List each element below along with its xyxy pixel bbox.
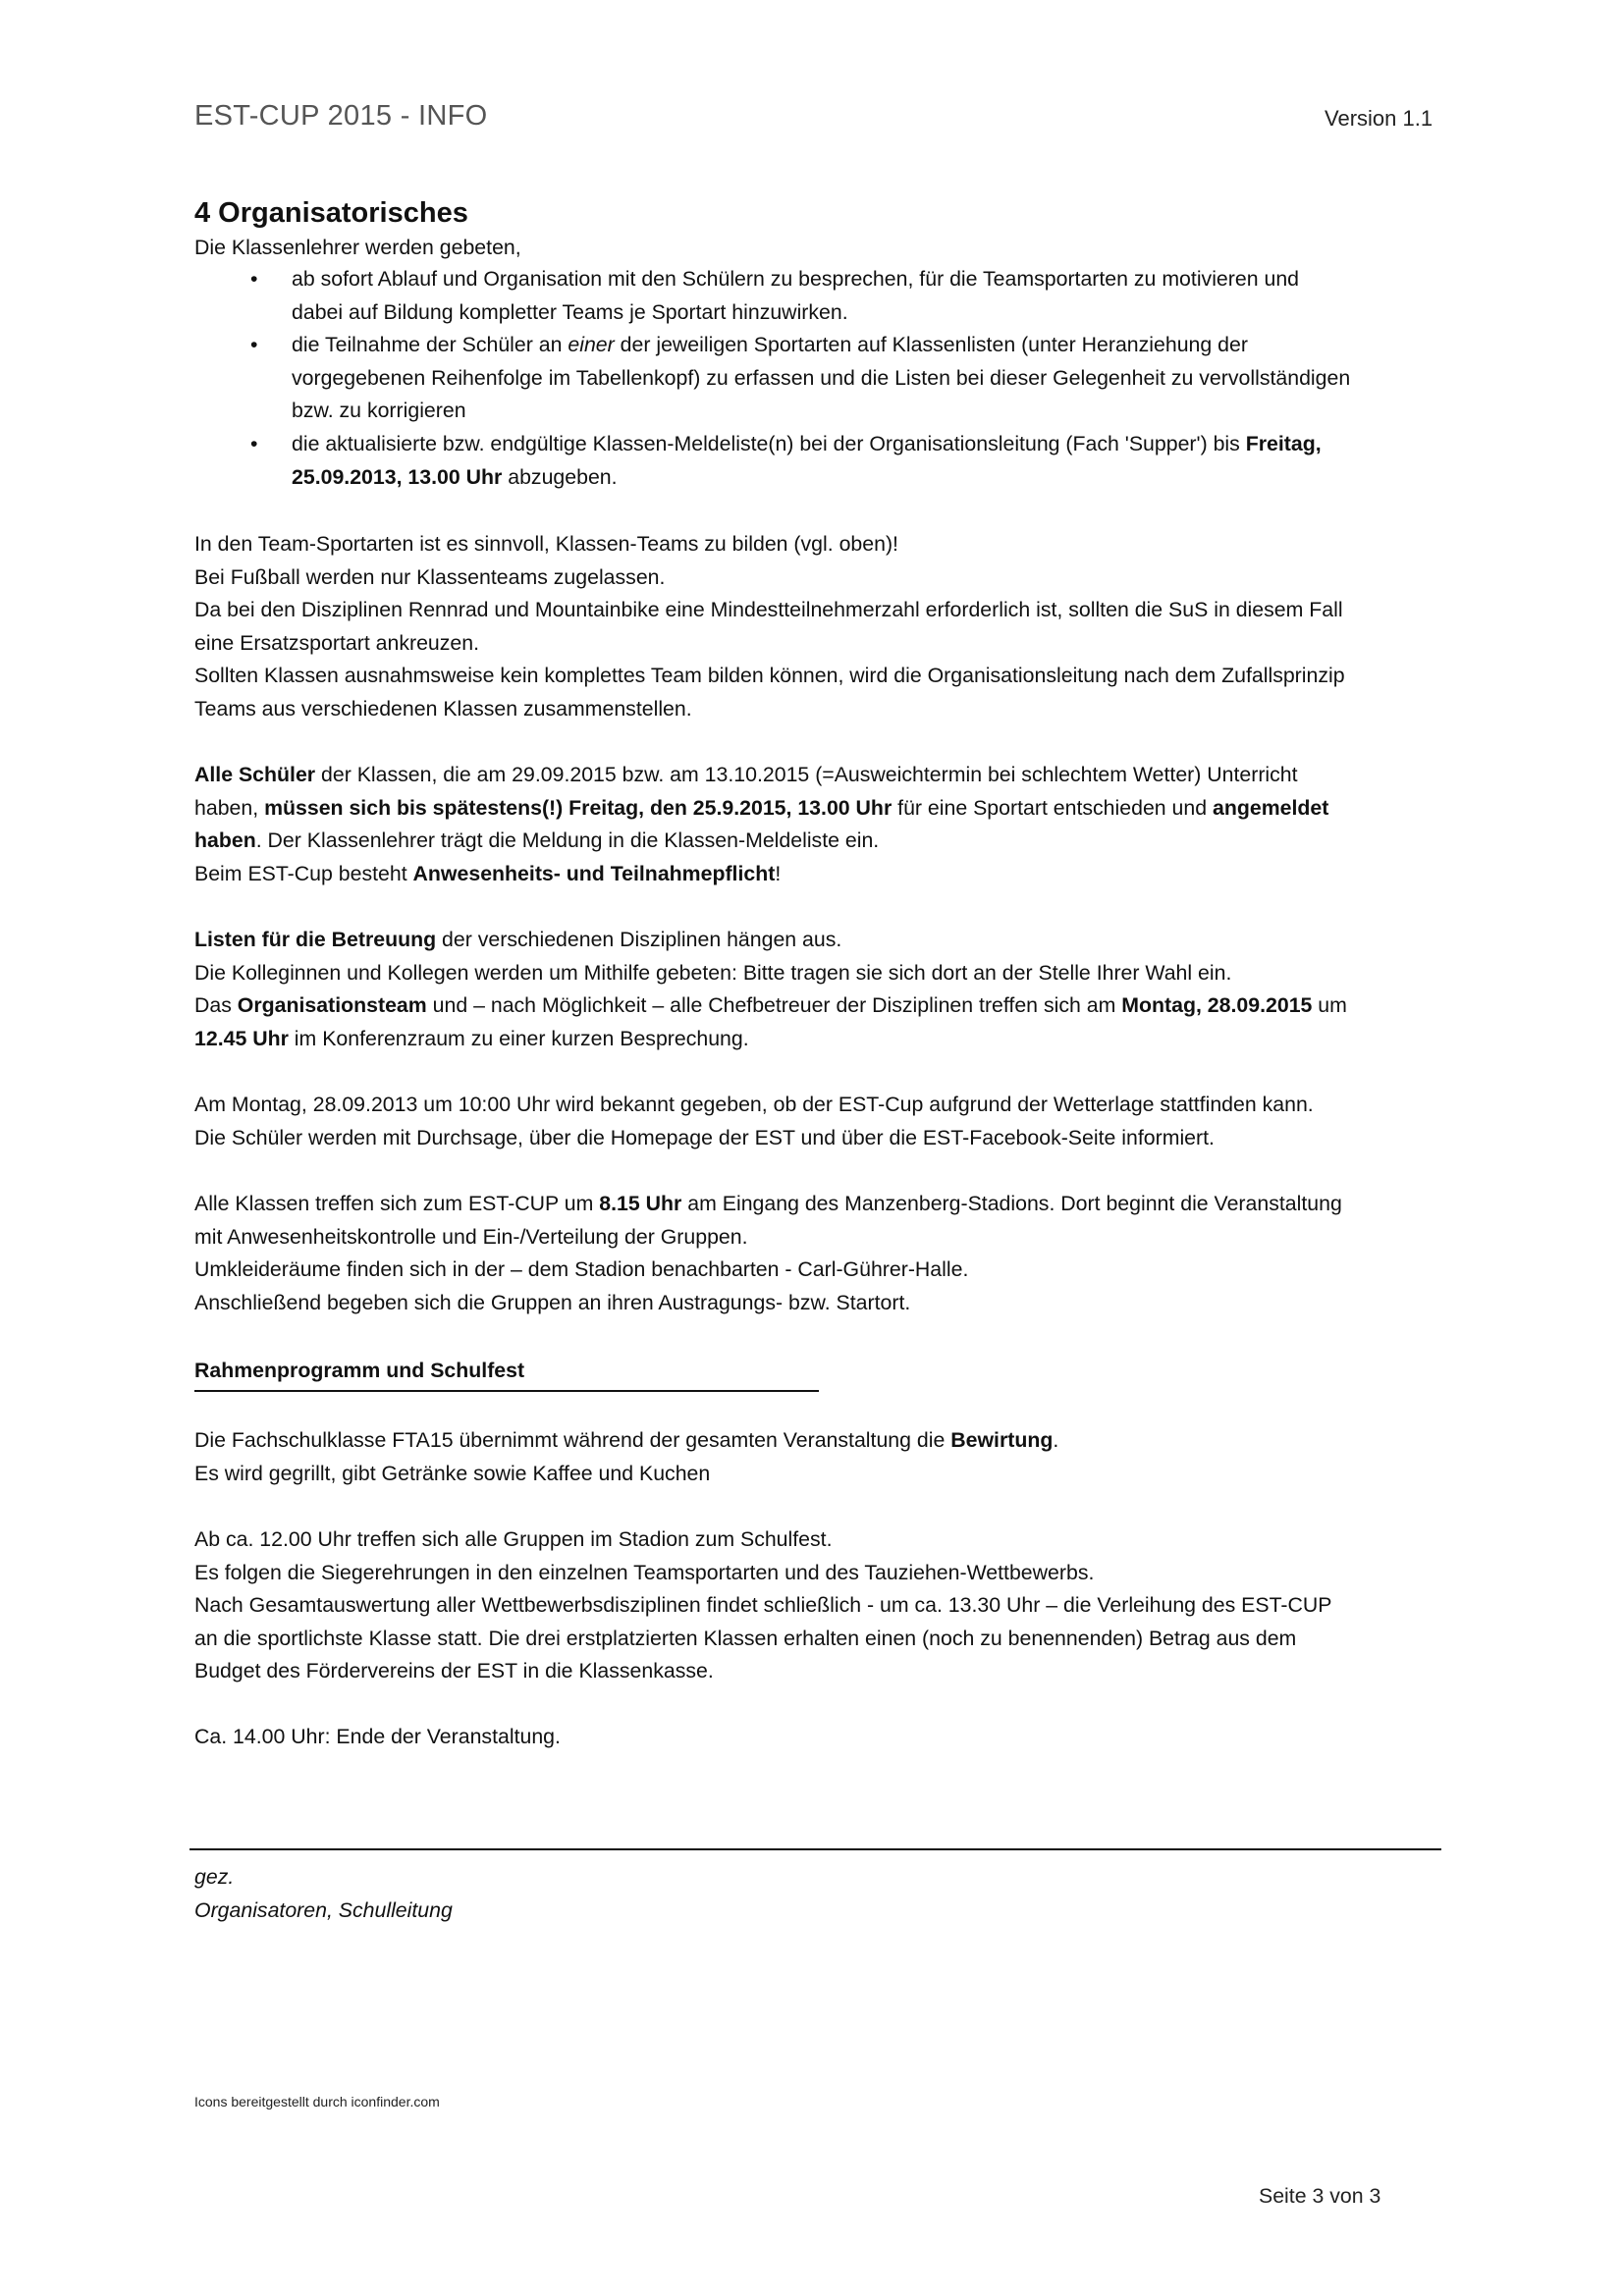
schoolfest-paragraph: Ab ca. 12.00 Uhr treffen sich alle Gruppen im Stadion zum Schulfest. Es folgen die Siegerehrungen in den einzelnen Teamsportarten und des Tauziehen-Wettbewerbs. Nach Gesamtauswertung aller Wettbewerbsdisziplinen findet schließlich - um ca. 13.30 Uhr – die Verleihung des EST-CUP an die sportlichste Klasse statt. Die drei erstplatzierten Klassen erhalten einen (noch zu benennenden) Betrag aus dem Budget des Fördervereins der EST in die Klassenkasse. [194,1527,1332,1683]
bullet-line: die aktualisierte bzw. endgültige Klassen-Meldeliste(n) bei der Organisationsleitung (Fach 'Supper') bis Freitag, [292,431,1322,455]
meeting-point-paragraph: Alle Klassen treffen sich zum EST-CUP um 8.15 Uhr am Eingang des Manzenberg-Stadions. Dort beginnt die Veranstaltung mit Anwesenheitskontrolle und Ein-/Verteilung der Gruppen. Umkleideräume finden sich in der – dem Stadion benachbarten - Carl-Gührer-Halle. Anschließend begeben sich die Gruppen an ihren Austragungs- bzw. Startort. [194,1192,1342,1314]
bullet-item [194,428,1441,494]
document-header-title: EST-CUP 2015 - INFO [194,100,488,132]
bullet-line: 25.09.2013, 13.00 Uhr abzugeben. [292,464,618,489]
bullet-list [194,263,1441,494]
bullet-line: dabei auf Bildung kompletter Teams je Sportart hinzuwirken. [292,299,848,324]
subheading-rahmenprogramm: Rahmenprogramm und Schulfest [194,1355,819,1392]
signature-divider [189,1848,1441,1850]
icon-credits: Icons bereitgestellt durch iconfinder.com [194,2094,440,2109]
bullet-line: ab sofort Ablauf und Organisation mit den Schülern zu besprechen, für die Teamsportarten zu motivieren und [292,267,1300,291]
bullet-item [194,329,1441,428]
team-sports-paragraph: In den Team-Sportarten ist es sinnvoll, Klassen-Teams zu bilden (vgl. oben)! Bei Fußball werden nur Klassenteams zugelassen. Da bei den Disziplinen Rennrad und Mountainbike eine Mindestteilnehmerzahl erforderlich ist, sollten die SuS in diesem Fall eine Ersatzsportart ankreuzen. Sollten Klassen ausnahmsweise kein komplettes Team bilden können, wird die Organisationsleitung nach dem Zufallsprinzip Teams aus verschiedenen Klassen zusammenstellen. [194,532,1345,721]
signature-names: Organisatoren, Schulleitung [194,1898,453,1922]
signature-block [194,1860,453,1927]
bullet-item [194,263,1441,329]
bullet-line: vorgegebenen Reihenfolge im Tabellenkopf) zu erfassen und die Listen bei dieser Gelegenheit zu vervollständigen [292,365,1351,390]
end-of-event-text: Ca. 14.00 Uhr: Ende der Veranstaltung. [194,1725,561,1748]
document-version: Version 1.1 [1325,106,1434,131]
weather-paragraph: Am Montag, 28.09.2013 um 10:00 Uhr wird bekannt gegeben, ob der EST-Cup aufgrund der Wetterlage stattfinden kann. Die Schüler werden mit Durchsage, über die Homepage der EST und über die EST-Facebook-Seite informiert. [194,1093,1314,1149]
section-heading: 4 Organisatorisches [194,197,468,229]
signature-gez: gez. [194,1865,235,1889]
page-number: Seite 3 von 3 [1259,2184,1381,2208]
bullet-icon: • [250,431,258,455]
registration-paragraph: Alle Schüler der Klassen, die am 29.09.2015 bzw. am 13.10.2015 (=Ausweichtermin bei schlechtem Wetter) Unterricht haben, müssen sich bis spätestens(!) Freitag, den 25.9.2015, 13.00 Uhr für eine Sportart entschieden und angemeldet haben. Der Klassenlehrer trägt die Meldung in die Klassen-Meldeliste ein. Beim EST-Cup besteht Anwesenheits- und Teilnahmepflicht! [194,763,1329,885]
supervision-paragraph: Listen für die Betreuung der verschiedenen Disziplinen hängen aus. Die Kolleginnen und Kollegen werden um Mithilfe gebeten: Bitte tragen sie sich dort an der Stelle Ihrer Wahl ein. Das Organisationsteam und – nach Möglichkeit – alle Chefbetreuer der Disziplinen treffen sich am Montag, 28.09.2015 um 12.45 Uhr im Konferenzraum zu einer kurzen Besprechung. [194,928,1347,1050]
intro-text: Die Klassenlehrer werden gebeten, [194,236,521,259]
bullet-icon: • [250,267,258,291]
bullet-line: die Teilnahme der Schüler an einer der jeweiligen Sportarten auf Klassenlisten (unter Heranziehung der [292,333,1248,357]
catering-paragraph: Die Fachschulklasse FTA15 übernimmt während der gesamten Veranstaltung die Bewirtung. Es wird gegrillt, gibt Getränke sowie Kaffee und Kuchen [194,1428,1059,1485]
bullet-line: bzw. zu korrigieren [292,399,466,423]
bullet-icon: • [250,333,258,357]
